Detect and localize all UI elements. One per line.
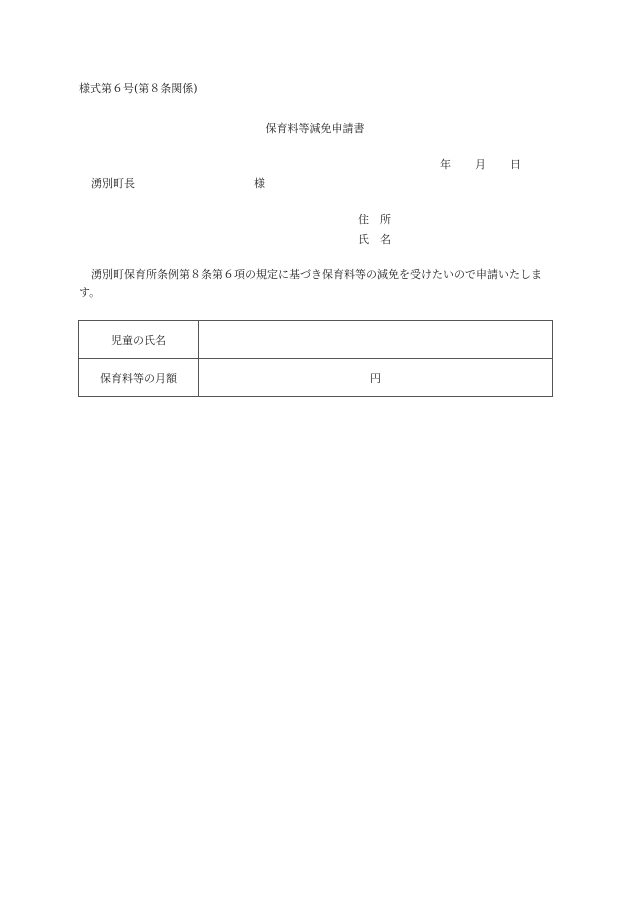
table-row: [79, 359, 553, 397]
addressee: [91, 175, 265, 191]
addressee-honorific: 様: [254, 177, 265, 190]
child-name-value: [199, 321, 553, 359]
monthly-fee-label: 保育料等の月額: [79, 359, 199, 397]
day-label: 日: [510, 158, 521, 171]
month-label: 月: [475, 158, 486, 171]
date-line: [440, 156, 521, 172]
monthly-fee-value: 円: [199, 359, 553, 397]
table-row: [79, 321, 553, 359]
document-title: 保育料等減免申請書: [265, 122, 365, 135]
address-label: 住所: [358, 213, 402, 226]
name-label: 氏名: [358, 233, 402, 246]
request-statement: 湧別町保育所条例第８条第６項の規定に基づき保育料等の減免を受けたいので申請いたします。: [79, 268, 542, 299]
year-label: 年: [440, 158, 451, 171]
child-name-label: 児童の氏名: [79, 321, 199, 359]
applicant-name-field: [358, 231, 402, 247]
form-number: 様式第６号(第８条関係): [79, 82, 198, 95]
application-table: [78, 320, 553, 397]
applicant-address-field: [358, 211, 402, 227]
addressee-name: 湧別町長: [91, 177, 135, 190]
